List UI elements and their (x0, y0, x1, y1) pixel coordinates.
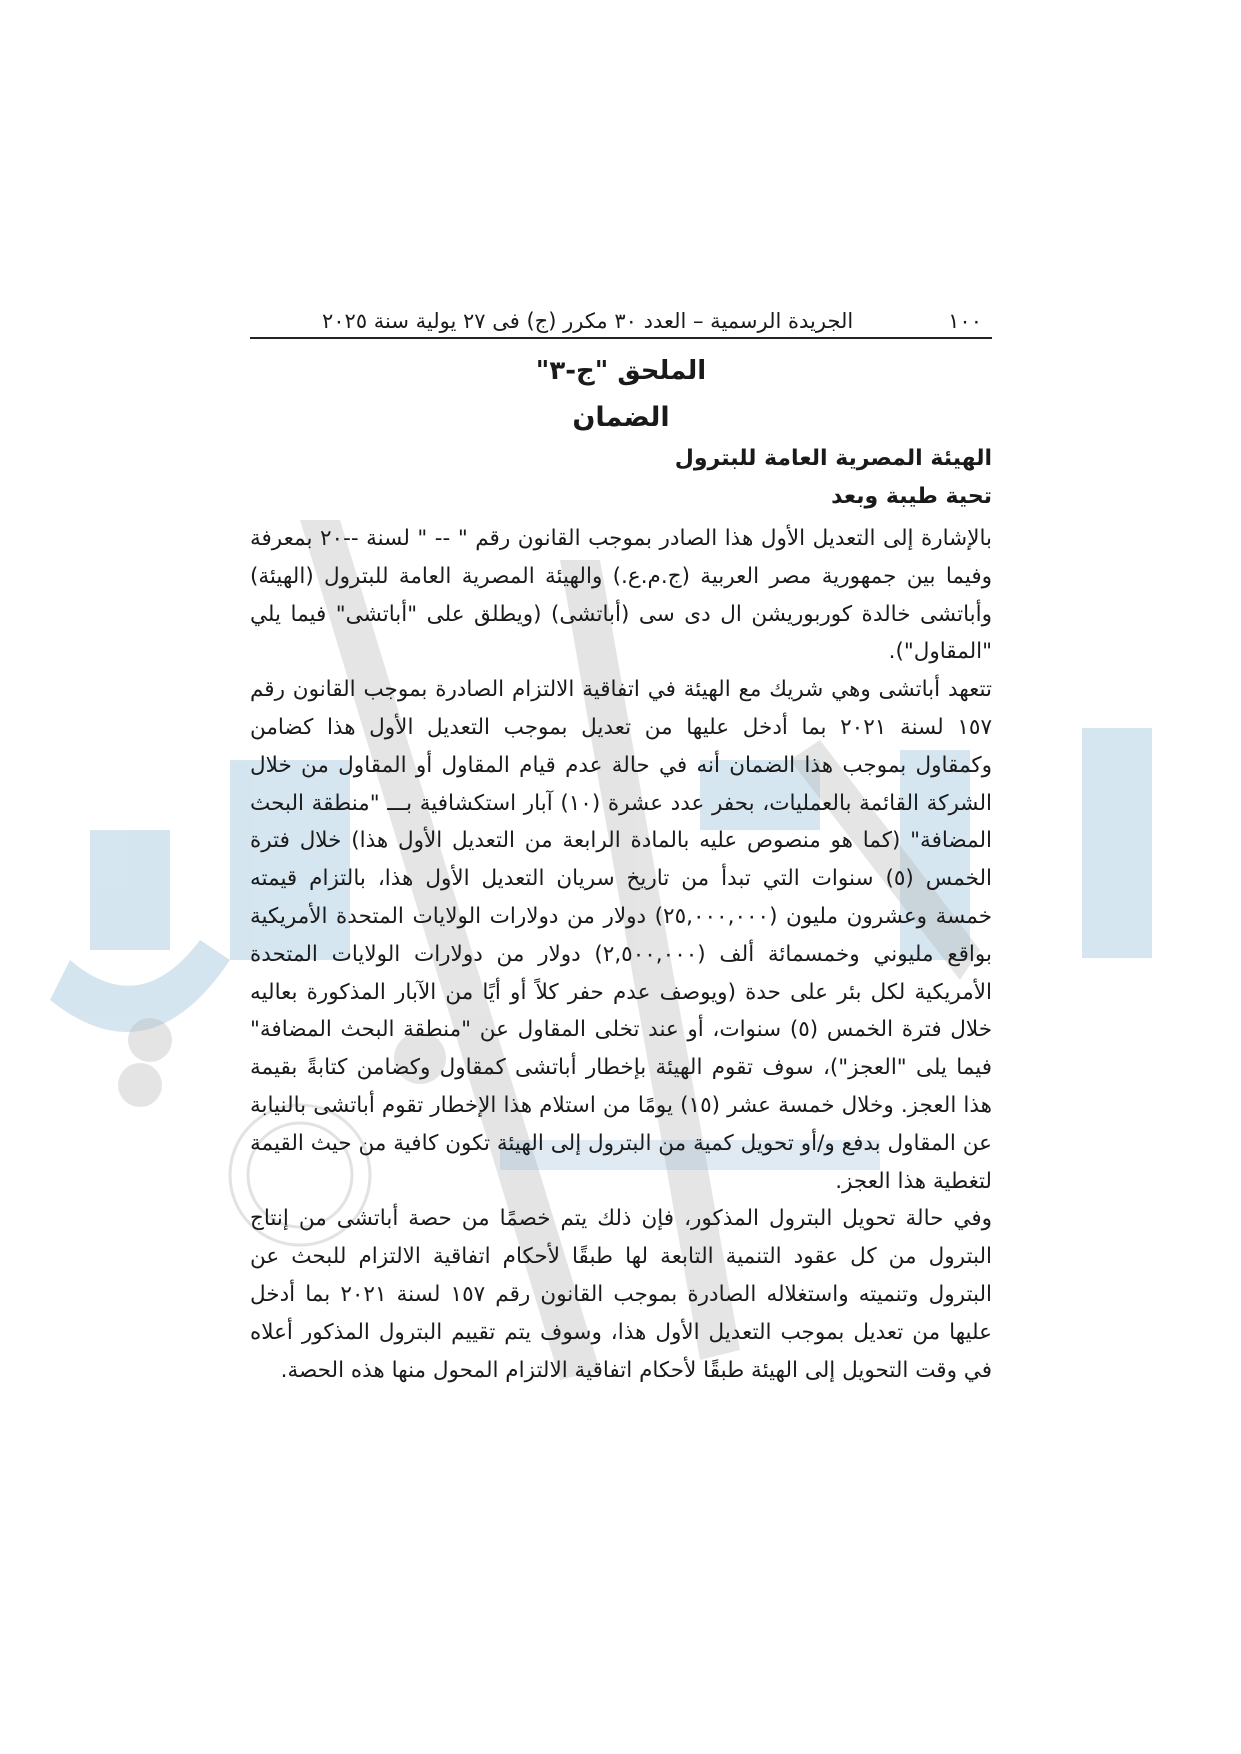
paragraph-reference: بالإشارة إلى التعديل الأول هذا الصادر بموجب القانون رقم " -- " لسنة --٢٠ بمعرفة وفيما بين جمهورية مصر العربية (ج.م.ع.) والهيئة المصرية العامة للبترول (الهيئة) وأباتشى خالدة كوربوريشن ال دى سى (أباتشى) (ويطلق على "أباتشى" فيما يلي "المقاول"). (250, 526, 992, 665)
page-number: ١٠٠ (948, 309, 982, 333)
paragraph-undertaking: تتعهد أباتشى وهي شريك مع الهيئة في اتفاقية الالتزام الصادرة بموجب القانون رقم ١٥٧ لسنة ٢٠٢١ بما أدخل عليها من تعديل بموجب التعديل الأول هذا كضامن وكمقاول بموجب هذا الضمان أنه في حالة عدم قيام المقاول أو المقاول من خلال الشركة القائمة بالعمليات، بحفر عدد عشرة (١٠) آبار استكشافية بـــ "منطقة البحث المضافة" (كما هو منصوص عليه بالمادة الرابعة من التعديل الأول هذا) خلال فترة الخمس (٥) سنوات التي تبدأ من تاريخ سريان التعديل الأول هذا، بالتزام قيمته خمسة وعشرون مليون (٢٥,٠٠٠,٠٠٠) دولار من دولارات الولايات المتحدة الأمريكية بواقع مليوني وخمسمائة ألف (٢,٥٠٠,٠٠٠) دولار من دولارات الولايات المتحدة الأمريكية لكل بئر على حدة (ويوصف عدم حفر كلاً أو أيًا من الآبار المذكورة بعاليه خلال فترة الخمس (٥) سنوات، أو عند تخلى المقاول عن "منطقة البحث المضافة" فيما يلى "العجز")، سوف تقوم الهيئة بإخطار أباتشى كمقاول وكضامن كتابةً بقيمة هذا العجز. وخلال خمسة عشر (١٥) يومًا من استلام هذا الإخطار تقوم أباتشى بالنيابة عن المقاول بدفع و/أو تحويل كمية من البترول إلى الهيئة تكون كافية من حيث القيمة لتغطية هذا العجز. (250, 677, 993, 1194)
body-text (250, 520, 992, 1389)
paragraph-transfer: وفي حالة تحويل البترول المذكور، فإن ذلك يتم خصمًا من حصة أباتشى من إنتاج البترول من كل عقود التنمية التابعة لها طبقًا لأحكام اتفاقية الالتزام للبحث عن البترول وتنميته واستغلاله الصادرة بموجب القانون رقم ١٥٧ لسنة ٢٠٢١ بما أدخل عليها من تعديل بموجب التعديل الأول هذا، وسوف يتم تقييم البترول المذكور أعلاه في وقت التحويل إلى الهيئة طبقًا لأحكام اتفاقية الالتزام المحول منها هذه الحصة. (250, 1206, 992, 1383)
greeting: تحية طيبة وبعد (831, 484, 992, 509)
addressee: الهيئة المصرية العامة للبترول (674, 446, 992, 471)
page-header (250, 293, 992, 339)
guarantee-title: الضمان (572, 402, 670, 433)
gazette-header-title: الجريدة الرسمية – العدد ٣٠ مكرر (ج) فى ٢٧ يولية سنة ٢٠٢٥ (322, 309, 854, 333)
appendix-title: الملحق "ج-٣" (535, 356, 707, 386)
